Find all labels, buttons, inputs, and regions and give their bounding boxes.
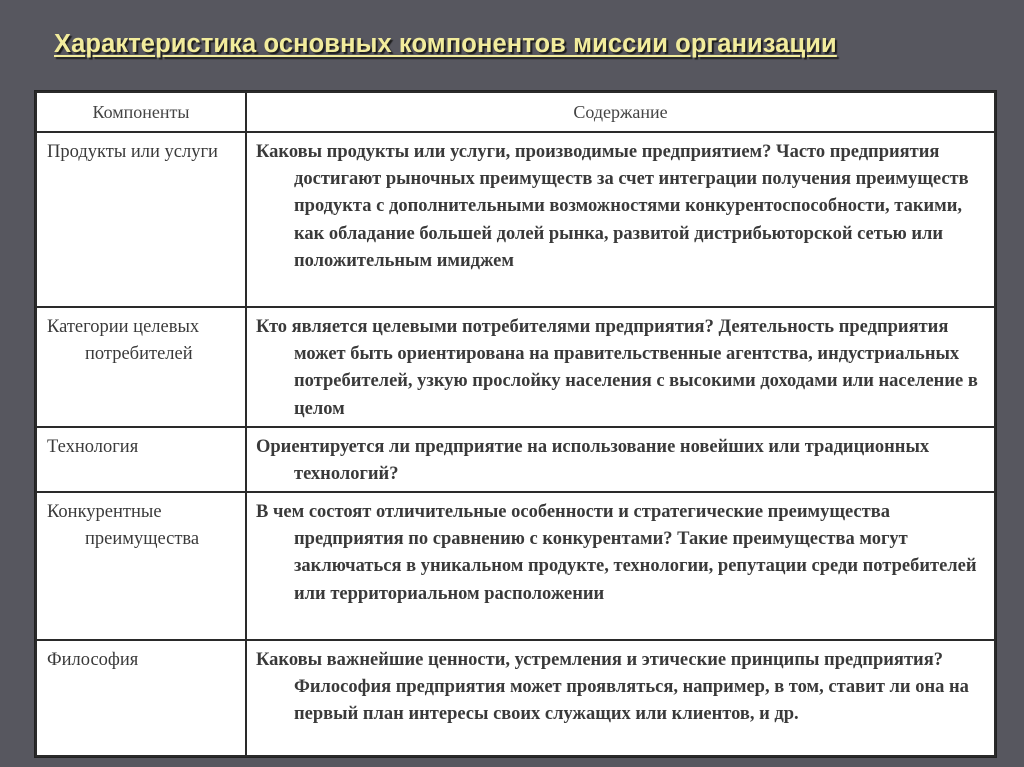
content-text: Кто является целевыми потребителями предприятия? Деятельность предприятия может быть ориентирована на правительственные агентства, индустриальных потребителей, узкую прослойку населения с высокими доходами или население в целом — [256, 317, 978, 419]
table-row — [36, 427, 995, 492]
component-cell — [36, 132, 246, 307]
table-row — [36, 132, 995, 307]
component-label: Категории целевых потребителей — [47, 317, 200, 365]
content-text: Каковы продукты или услуги, производимые предприятием? Часто предприятия достигают рыночных преимуществ за счет интеграции получения преимуществ продукта с дополнительными возможностями конкурентоспособности, такими, как обладание большей долей рынка, развитой дистрибьюторской сетью или положительным имиджем — [256, 142, 969, 271]
component-label: Философия — [47, 650, 139, 670]
content-cell — [246, 640, 995, 756]
component-cell — [36, 492, 246, 640]
mission-components-table — [34, 90, 997, 758]
content-text: Каковы важнейшие ценности, устремления и этические принципы предприятия? Философия предприятия может проявляться, например, в том, ставит ли она на первый план интересы своих служащих или клиентов, и др. — [256, 650, 969, 725]
content-cell — [246, 492, 995, 640]
content-text: Ориентируется ли предприятие на использование новейших или традиционных технологий? — [256, 437, 930, 485]
component-cell — [36, 307, 246, 427]
table-row — [36, 492, 995, 640]
table-header-row — [36, 92, 995, 132]
content-text: В чем состоят отличительные особенности и стратегические преимущества предприятия по сравнению с конкурентами? Такие преимущества могут заключаться в уникальном продукте, технологии, репутации среди потребителей или территориальном расположении — [256, 502, 977, 604]
header-components: Компоненты — [36, 92, 246, 132]
component-label: Продукты или услуги — [47, 142, 218, 162]
component-label: Конкурентные преимущества — [47, 502, 200, 550]
content-cell — [246, 427, 995, 492]
header-content: Содержание — [246, 92, 995, 132]
component-label: Технология — [47, 437, 139, 457]
component-cell — [36, 640, 246, 756]
content-cell — [246, 307, 995, 427]
slide-title: Характеристика основных компонентов миссии организации — [54, 30, 837, 58]
content-cell — [246, 132, 995, 307]
table — [35, 91, 996, 757]
table-row — [36, 640, 995, 756]
table-row — [36, 307, 995, 427]
component-cell — [36, 427, 246, 492]
